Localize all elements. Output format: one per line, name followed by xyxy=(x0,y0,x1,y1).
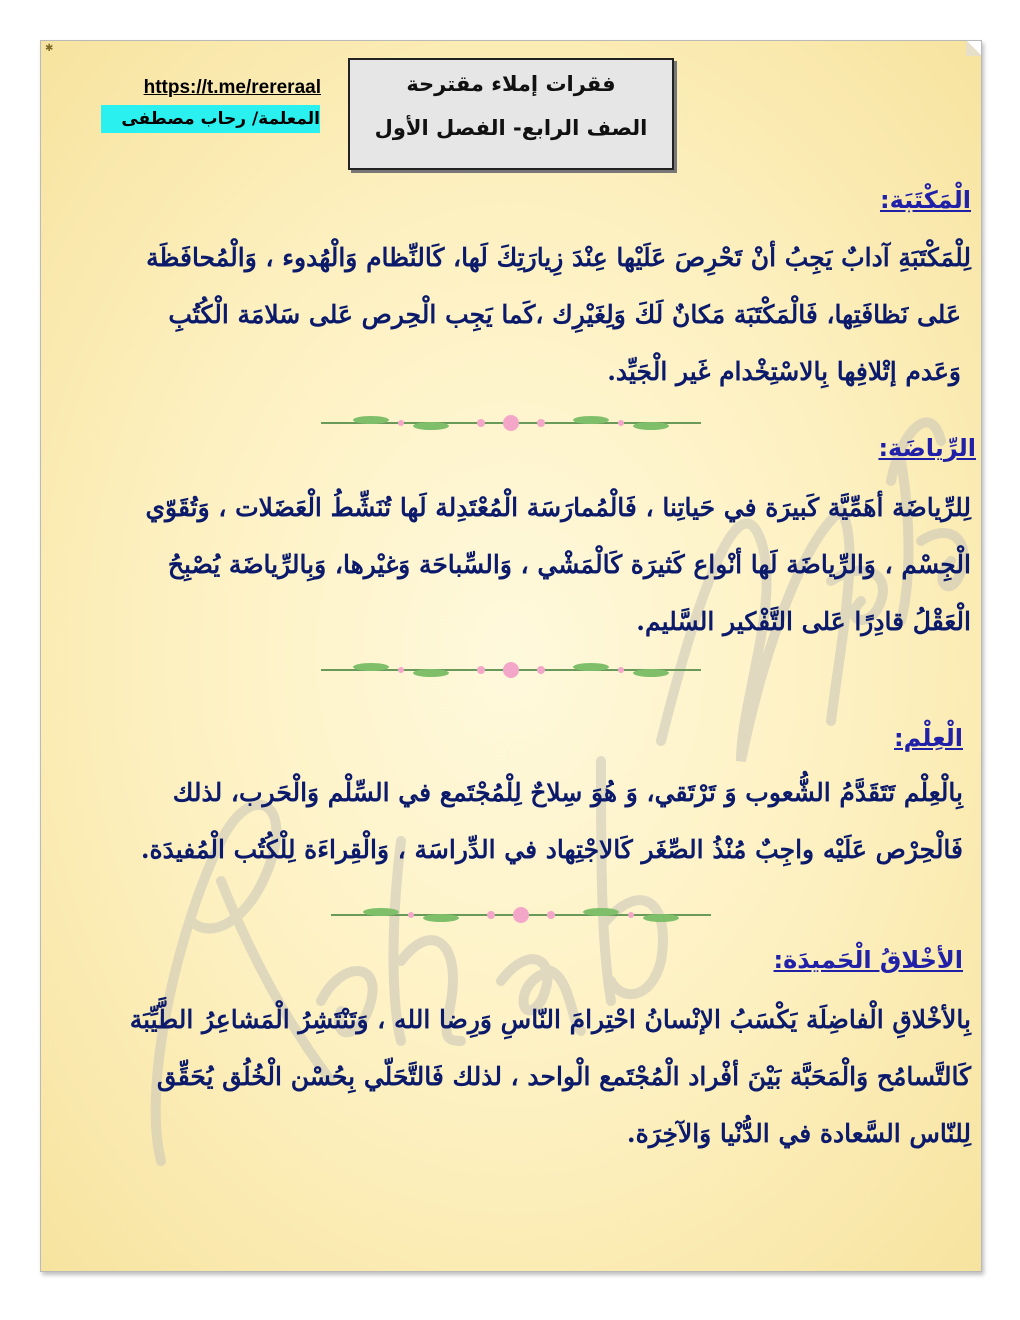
document-page xyxy=(40,40,982,1272)
title-box xyxy=(348,58,674,170)
section-title-morals: الأخْلاقُ الْحَميدَة: xyxy=(773,946,963,974)
section-body-library xyxy=(51,229,971,400)
page-corner-fold xyxy=(966,40,982,56)
section-body-sports xyxy=(71,479,971,650)
paragraph-line: فَالْحِرْص عَلَيْه واجِبٌ مُنْذُ الصِّغَر كَالاجْتِهاد في الدِّراسَة ، وَالْقِراءَة لِلْكُتُب الْمُفيدَة. xyxy=(140,835,963,864)
paragraph-line: لِلرِّياضَة أهَمِّيَّة كَبيرَة في حَياتِنا ، فَالْمُمارَسَة الْمُعْتَدِلة لَها تُنَشِّطُ الْعَضَلات ، وَتُقَوّي xyxy=(145,493,971,522)
title-line-1: فقرات إملاء مقترحة xyxy=(406,72,616,96)
floral-divider xyxy=(311,658,711,682)
title-line-2: الصف الرابع- الفصل الأول xyxy=(374,116,648,140)
section-title-sports: الرِّياضَة: xyxy=(878,434,976,462)
paragraph-line: بِالْعِلْم تَتَقَدَّمُ الشُّعوب وَ تَرْتَقي، وَ هُوَ سِلاحٌ لِلْمُجْتَمع في السِّلْم وَالْحَرب، لذلك xyxy=(172,778,963,807)
floral-divider xyxy=(321,903,721,927)
floral-divider xyxy=(311,411,711,435)
section-body-science xyxy=(103,764,963,878)
telegram-link[interactable]: https://t.me/rereraal xyxy=(143,77,321,98)
paragraph-line: لِلنّاس السَّعادة في الدُّنْيا وَالآخِرَة. xyxy=(626,1119,971,1148)
section-body-morals xyxy=(51,991,971,1162)
teacher-name: المعلمة/ رحاب مصطفى xyxy=(101,105,320,133)
paragraph-line: الْجِسْم ، وَالرِّياضَة لَها أنْواع كَثيرَة كَالْمَشْي ، وَالسِّباحَة وَغيْرها، وَبِالرِّياضَة يُصْبِحُ xyxy=(167,550,971,579)
pin-icon: ✱ xyxy=(45,43,54,54)
section-title-science: الْعِلْم: xyxy=(894,724,963,752)
paragraph-line: عَلى نَظافَتِها، فَالْمَكْتَبَة مَكانٌ لَكَ وَلِغَيْرِك ،كَما يَجِب الْحِرص عَلى سَلامَة الْكُتُبِ xyxy=(168,300,961,329)
paragraph-line: الْعَقْلُ قادِرًا عَلى التَّفْكير السَّليم. xyxy=(636,607,971,636)
paragraph-line: وَعَدم إتْلافِها بِالاسْتِخْدام غَير الْجَيِّد. xyxy=(607,357,961,386)
paragraph-line: بِالأخْلاقِ الْفاضِلَة يَكْسَبُ الإنْسانُ احْتِرامَ النّاسِ وَرِضا الله ، وَتَنْتَشِرُ الْمَشاعِرُ الطَّيِّبَة xyxy=(129,1005,971,1034)
paragraph-line: لِلْمَكْتَبَةِ آدابٌ يَجِبُ أنْ تَحْرِصَ عَلَيْها عِنْدَ زِيارَتِكَ لَها، كَالنِّظام وَالْهُدوء ، وَالْمُحافَظَة xyxy=(146,243,971,272)
paragraph-line: كَالتَّسامُح وَالْمَحَبَّة بَيْنَ أفْراد الْمُجْتَمع الْواحد ، لذلك فَالتَّحَلّي بِحُسْن الْخُلُق يُحَقِّق xyxy=(156,1062,971,1091)
section-title-library: الْمَكْتَبَة: xyxy=(879,186,971,214)
